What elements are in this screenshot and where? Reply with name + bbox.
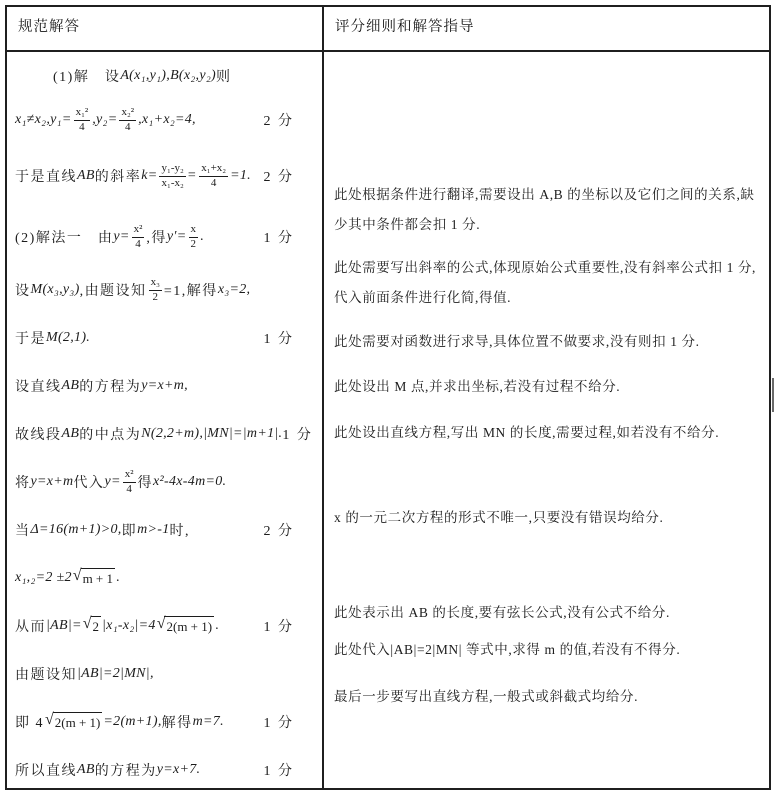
rubric-paragraph: 最后一步要写出直线方程,一般式或斜截式均给分. [334,689,639,704]
rubric-paragraph: 此处设出直线方程,写出 MN 的长度,需要过程,如若没有不给分. [334,425,720,440]
math-run: x₃=2, [217,282,251,297]
math-run: |x₁-x₂|=4 [102,618,156,633]
math-run: y′= [166,229,187,244]
solution-line [15,602,322,650]
solution-line-content [15,664,154,684]
math-run: y=x+m, [141,378,188,393]
solution-line-content [15,520,190,540]
rubric-paragraph: x 的一元二次方程的形式不唯一,只要没有错误均给分. [334,510,664,525]
math-run: M(2,1). [46,330,91,345]
text-run: 于是直线 [15,170,77,185]
rubric-paragraph: 此处需要写出斜率的公式,体现原始公式重要性,没有斜率公式扣 1 分,代入前面条件进行化简,得值. [334,260,757,305]
solution-line [15,144,322,208]
text-run: 的方程为 [94,764,157,779]
math-run: AB [61,378,80,393]
solution-line-content [15,106,196,133]
solution-line [15,458,322,506]
text-run: 从而 [15,620,46,635]
solution-line [15,410,322,458]
score-label: 2 分 [263,524,294,539]
math-run: Δ=16(m+1)>0, [30,522,122,537]
solution-line [15,266,322,314]
text-run: 所以直线 [15,764,77,779]
rubric-paragraph: 此处表示出 AB 的长度,要有弦长公式,没有公式不给分. [334,605,670,620]
text-run: 代入 [73,476,105,491]
score-label: 1 分 [263,332,294,347]
text-run: ,得 [146,231,167,246]
solution-line [15,208,322,266]
math-run: m=7. [192,714,224,729]
solution-line [15,746,322,788]
rubric-column [324,52,769,788]
math-run: k= [141,168,158,183]
math-run: y=x+m [30,474,74,489]
solution-line-content [15,66,232,86]
solution-line-content [15,223,205,250]
scan-artifact [772,378,774,412]
text-run: 解得 [161,716,193,731]
text-run: 的中点为 [79,428,142,443]
rubric-paragraph: 此处根据条件进行翻译,需要设出 A,B 的坐标以及它们之间的关系,缺少其中条件都会扣 1 分. [334,187,755,232]
solution-line-content [15,424,282,444]
solution-line-content [15,328,90,348]
column-header-rubric [324,7,769,52]
fraction: $\frac{\text{x₂²}}{4}$ [121,106,135,133]
text-run: (1)解 设 [53,70,121,85]
solution-line-content [15,376,188,396]
solution-line-content [15,468,226,495]
solution-line [15,56,322,96]
math-run: y= [113,229,130,244]
solution-line-content [15,276,250,303]
solution-line-content [15,616,220,637]
math-run: x₁,₂=2 ±2 [15,570,72,585]
fraction: $\frac{\text{y₁-y₂}}{\text{x₁-x₂}}$ [161,162,184,189]
math-run: AB [77,168,95,183]
rubric-paragraph: 此处代入|AB|=2|MN| 等式中,求得 m 的值,若没有不得分. [334,642,681,657]
fraction: $\frac{\text{x₁²}}{4}$ [75,106,89,133]
math-run: x²-4x-4m=0. [153,474,227,489]
text-run: 即 4 [15,716,44,731]
text-run: 当 [15,524,31,539]
text-run: ,由题设知 [79,284,147,299]
score-label: 1 分 [282,428,313,443]
text-run: 时, [169,524,191,539]
radical: √ 2 [83,616,101,637]
math-run: AB [77,762,95,777]
radical: √ 2(m + 1) [157,616,214,637]
math-run: |AB|=2|MN|, [77,666,154,681]
fraction: $\frac{\text{x₁+x₂}}{4}$ [201,162,227,189]
fraction: $\frac{x}{2}$ [190,223,197,250]
math-run: ,x₁+x₂=4, [138,112,196,127]
solution-line-content [15,162,251,189]
score-label: 2 分 [263,170,294,185]
solution-column [7,52,324,788]
text-run: = [187,168,198,183]
solution-line [15,554,322,602]
text-run: 即 [121,524,138,539]
math-run: m>-1 [137,522,170,537]
math-run: N(2,2+m),|MN|=|m+1|. [141,426,283,441]
text-run: 故线段 [15,428,62,443]
text-run: . [215,618,221,633]
text-run: 的方程为 [79,380,142,395]
column-header-solution [7,7,324,52]
math-run: A(x₁,y₁),B(x₂,y₂) [120,68,217,83]
solution-line-content [15,568,121,589]
solution-line-content [15,760,200,780]
math-run: AB [61,426,80,441]
solution-line [15,96,322,144]
math-run: y= [104,474,121,489]
math-run: |AB|= [46,618,82,633]
solution-line [15,506,322,554]
rubric-header-label: 评分细则和解答指导 [335,19,475,35]
text-run: 于是 [15,332,46,347]
solution-line-content [15,712,224,733]
solution-line [15,698,322,746]
math-run: y=x+7. [156,762,201,777]
solution-line [15,650,322,698]
math-run: x₁≠x₂,y₁= [15,112,72,127]
fraction: $\frac{\text{x₃}}{2}$ [150,276,160,303]
radical: √ 2(m + 1) [45,712,102,733]
text-run: =1,解得 [163,284,218,299]
score-label: 1 分 [263,620,294,635]
solution-line [15,314,322,362]
math-run: =1. [230,168,251,183]
rubric-paragraph: 此处需要对函数进行求导,具体位置不做要求,没有则扣 1 分. [334,334,700,349]
text-run: 将 [15,476,31,491]
grading-table [5,5,771,790]
math-run: =2(m+1), [103,714,162,729]
text-run: 得 [137,476,154,491]
text-run: 由题设知 [15,668,77,683]
score-label: 2 分 [263,114,294,129]
text-run: (2)解法一 由 [15,231,114,246]
score-label: 1 分 [263,764,294,779]
text-run: 设直线 [15,380,62,395]
text-run: 的斜率 [94,170,142,185]
solution-header-label: 规范解答 [18,19,80,35]
text-run: . [200,229,206,244]
score-label: 1 分 [263,716,294,731]
text-run: 设 [15,284,31,299]
math-run: M(x₃,y₃) [30,282,80,297]
text-run: 则 [216,70,232,85]
fraction: $\frac{\text{x²}}{4}$ [124,468,134,495]
math-run: ,y₂= [92,112,118,127]
fraction: $\frac{\text{x²}}{4}$ [133,223,143,250]
text-run: . [116,570,122,585]
solution-line [15,362,322,410]
rubric-paragraph: 此处设出 M 点,并求出坐标,若没有过程不给分. [334,379,621,394]
radical: √ m + 1 [73,568,115,589]
score-label: 1 分 [263,231,294,246]
